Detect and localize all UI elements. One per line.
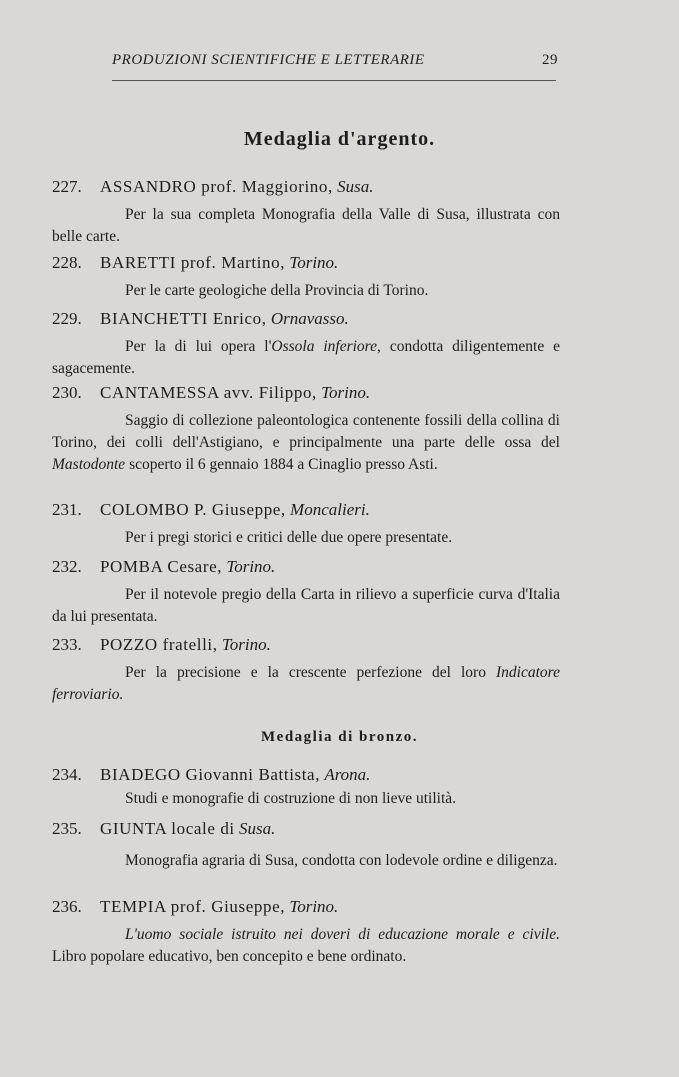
entry-city: Torino.	[226, 557, 276, 576]
entry-description	[52, 584, 560, 628]
entry-name: COLOMBO P. Giuseppe,	[100, 500, 286, 519]
entry-description	[52, 662, 560, 706]
entry-name: GIUNTA locale di	[100, 819, 235, 838]
entry-description	[52, 924, 560, 968]
entry-description-text: Per il notevole pregio della Carta in rilievo a superficie curva d'Italia da lui presentata.	[52, 586, 560, 625]
entry-name: ASSANDRO prof. Maggiorino,	[100, 177, 333, 196]
desc-part: scoperto il 6 gennaio 1884 a Cinaglio presso Asti.	[125, 456, 438, 473]
entry-236	[52, 896, 560, 968]
entry-234	[52, 764, 560, 810]
entry-description	[52, 280, 560, 302]
entry-name: CANTAMESSA avv. Filippo,	[100, 383, 317, 402]
entry-number: 230.	[52, 383, 82, 402]
header-rule	[112, 80, 556, 81]
entry-number: 232.	[52, 557, 82, 576]
entry-city: Susa.	[239, 819, 276, 838]
entry-description	[52, 527, 560, 549]
entry-description	[52, 788, 560, 810]
entry-city: Torino.	[289, 897, 339, 916]
entry-number: 229.	[52, 309, 82, 328]
entry-233	[52, 634, 560, 706]
entry-number: 227.	[52, 177, 82, 196]
entry-number: 228.	[52, 253, 82, 272]
entry-city: Moncalieri.	[290, 500, 370, 519]
entry-name: POMBA Cesare,	[100, 557, 223, 576]
entry-227	[52, 176, 560, 248]
entry-name: BIANCHETTI Enrico,	[100, 309, 267, 328]
entry-city: Ornavasso.	[270, 309, 349, 328]
page-number: 29	[542, 52, 558, 68]
entry-name: POZZO fratelli,	[100, 635, 218, 654]
entry-number: 233.	[52, 635, 82, 654]
entry-number: 234.	[52, 765, 82, 784]
desc-part: Per la precisione e la crescente perfezione del loro	[125, 664, 496, 681]
entry-228	[52, 252, 560, 302]
entry-name: BIADEGO Giovanni Battista,	[100, 765, 321, 784]
entry-231	[52, 499, 560, 549]
entry-number: 235.	[52, 819, 82, 838]
entry-description	[52, 204, 560, 248]
work-title: Ossola inferiore	[271, 338, 378, 355]
entry-name: TEMPIA prof. Giuseppe,	[100, 897, 286, 916]
running-head	[112, 52, 562, 69]
entry-235	[52, 818, 560, 872]
entry-description-text: Studi e monografie di costruzione di non lieve utilità.	[125, 790, 457, 807]
entry-number: 236.	[52, 897, 82, 916]
entry-description	[52, 410, 560, 476]
entry-city: Torino.	[221, 635, 271, 654]
entry-description-text: Per le carte geologiche della Provincia di Torino.	[125, 282, 429, 299]
entry-city: Torino.	[321, 383, 371, 402]
section-title-bronze: Medaglia di bronzo.	[261, 729, 418, 745]
entry-description-text: Per la sua completa Monografia della Valle di Susa, illustrata con belle carte.	[52, 206, 560, 245]
section-title-silver: Medaglia d'argento.	[243, 128, 436, 150]
entry-229	[52, 308, 560, 380]
entry-230	[52, 382, 560, 476]
entry-city: Torino.	[289, 253, 339, 272]
entry-name: BARETTI prof. Martino,	[100, 253, 286, 272]
entry-number: 231.	[52, 500, 82, 519]
entry-description	[52, 850, 560, 872]
desc-part: , condotta diligentemente e sagacemente.	[52, 338, 561, 377]
desc-part: Saggio di collezione paleontologica contenente fossili della collina di Torino, dei colli dell'Astigiano, e principalmente una parte delle ossa del	[52, 412, 560, 451]
work-title: Indicatore ferroviario.	[52, 664, 560, 703]
entry-232	[52, 556, 560, 628]
entry-city: Susa.	[337, 177, 374, 196]
entry-description-text: Monografia agraria di Susa, condotta con lodevole ordine e diligenza.	[125, 852, 558, 869]
entry-city: Arona.	[324, 765, 371, 784]
desc-part: Libro popolare educativo, ben concepito e bene ordinato.	[52, 948, 407, 965]
work-title: L'uomo sociale istruito nei doveri di educazione morale e civile.	[125, 926, 560, 943]
desc-part: Per la di lui opera l'	[125, 338, 272, 355]
work-title: Mastodonte	[52, 456, 126, 473]
entry-description	[52, 336, 560, 380]
running-title: PRODUZIONI SCIENTIFICHE E LETTERARIE	[112, 52, 425, 68]
entry-description-text: Per i pregi storici e critici delle due opere presentate.	[125, 529, 453, 546]
